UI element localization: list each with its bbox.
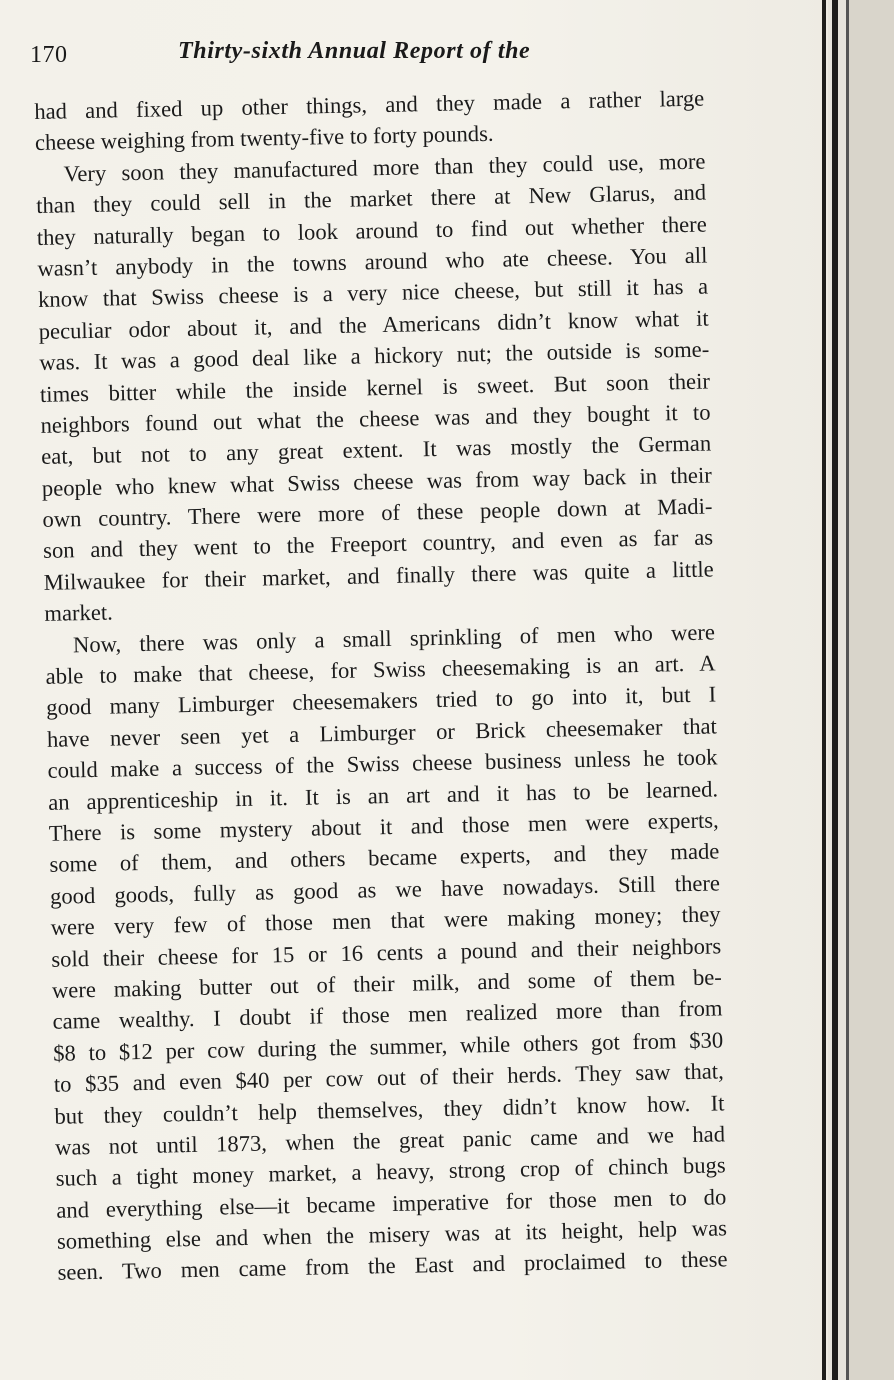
text-line: good goods, fully as good as we have nowadays. Still there	[49, 870, 721, 909]
text-line: were making butter out of their milk, and some of them be-	[51, 964, 723, 1003]
text-line: an apprenticeship in it. It is an art and it has to be learned.	[47, 776, 719, 815]
page-binding-rule	[832, 0, 838, 1380]
text-line: such a tight money market, a heavy, strong crop of chinch bugs	[55, 1152, 726, 1192]
text-line: Milwaukee for their market, and finally there was quite a little	[43, 556, 714, 595]
text-line: than they could sell in the market there at New Glarus, and	[35, 179, 707, 219]
text-line: could make a success of the Swiss cheese business unless he took	[47, 744, 718, 784]
text-line: had and fixed up other things, and they made a rather large	[34, 85, 705, 124]
text-line: sold their cheese for 15 or 16 cents a pound and their neighbors	[51, 932, 722, 972]
text-line: wasn’t anybody in the towns around who ate cheese. You all	[37, 242, 708, 281]
body-text	[34, 83, 728, 1289]
page-binding-rule	[822, 0, 826, 1380]
text-line: was. It was a good deal like a hickory nut; the outside is some-	[39, 336, 710, 376]
text-line: Very soon they manufactured more than they could use, more	[63, 148, 706, 187]
text-line: know that Swiss cheese is a very nice cheese, but still it has a	[37, 273, 709, 313]
text-line: market.	[44, 599, 114, 627]
text-line: eat, but not to any great extent. It was mostly the German	[40, 430, 712, 470]
text-line: have never seen yet a Limburger or Brick cheesemaker that	[46, 713, 718, 752]
text-line: people who knew what Swiss cheese was from way back in their	[41, 462, 712, 501]
text-line: some of them, and others became experts, and they made	[49, 838, 720, 878]
text-line: seen. Two men came from the East and proclaimed to these	[57, 1246, 728, 1286]
text-line: to $35 and even $40 per cow out of their herds. They saw that,	[53, 1058, 724, 1097]
text-line: good many Limburger cheesemakers tried to go into it, but I	[46, 681, 717, 721]
text-line: came wealthy. I doubt if those men realized more than from	[52, 995, 723, 1035]
text-line: son and they went to the Freeport country, and even as far as	[42, 524, 714, 564]
page-edge	[849, 0, 894, 1380]
text-line: was not until 1873, when the great panic came and we had	[54, 1121, 726, 1160]
text-line: and everything else—it became imperative for those men to do	[56, 1184, 727, 1223]
text-line: but they couldn’t help themselves, they didn’t know how. It	[54, 1089, 725, 1129]
text-line: something else and when the misery was at its height, help was	[56, 1215, 728, 1254]
text-line: able to make that cheese, for Swiss cheesemaking is an art. A	[45, 650, 716, 689]
text-line: they naturally began to look around to find out whether there	[36, 211, 707, 250]
running-title: Thirty-sixth Annual Report of the	[178, 38, 531, 64]
text-line: were very few of those men that were making money; they	[50, 901, 721, 940]
text-line: $8 to $12 per cow during the summer, while others got from $30	[52, 1027, 724, 1066]
text-line: cheese weighing from twenty-five to forty pounds.	[34, 121, 494, 156]
text-line: Now, there was only a small sprinkling of men who were	[72, 619, 716, 657]
text-line: own country. There were more of these people down at Madi-	[42, 493, 713, 532]
text-line: times bitter while the inside kernel is sweet. But soon their	[39, 368, 711, 407]
page-number: 170	[30, 42, 68, 68]
text-line: peculiar odor about it, and the Americans didn’t know what it	[38, 305, 709, 344]
page-header	[30, 38, 730, 78]
text-line: There is some mystery about it and those men were experts,	[48, 807, 719, 846]
text-line: neighbors found out what the cheese was and they bought it to	[40, 399, 711, 438]
